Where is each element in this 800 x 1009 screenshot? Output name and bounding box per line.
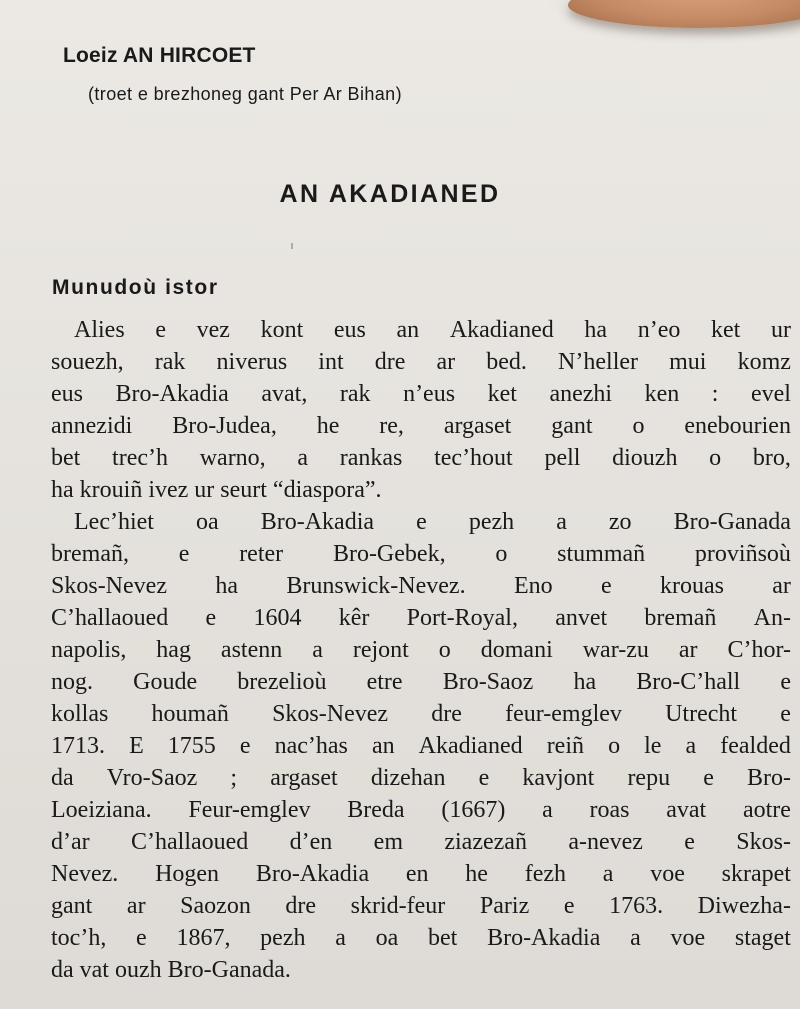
text-line: nog. Goude brezelioù etre Bro-Saoz ha Bro-C’hall e	[51, 669, 791, 695]
text-line: ha krouiñ ivez ur seurt “diaspora”.	[51, 477, 382, 503]
text-line: toc’h, e 1867, pezh a oa bet Bro-Akadia a voe staget	[51, 925, 791, 951]
text-line: souezh, rak niverus int dre ar bed. N’heller mui komz	[51, 349, 791, 375]
section-heading: Munudoù istor	[52, 276, 219, 299]
text-line: kollas houmañ Skos-Nevez dre feur-emglev Utrecht e	[51, 701, 791, 727]
text-line: 1713. E 1755 e nac’has an Akadianed reiñ o le a fealded	[51, 733, 791, 759]
text-line: bremañ, e reter Bro-Gebek, o stummañ proviñsoù	[51, 541, 791, 567]
text-line: C’hallaoued e 1604 kêr Port-Royal, anvet bremañ An-	[51, 605, 791, 631]
text-line: Skos-Nevez ha Brunswick-Nevez. Eno e krouas ar	[51, 573, 791, 599]
paragraph-2	[51, 506, 791, 986]
translator-note: (troet e brezhoneg gant Per Ar Bihan)	[88, 84, 402, 104]
text-line: Lec’hiet oa Bro-Akadia e pezh a zo Bro-Ganada	[74, 509, 791, 535]
text-line: bet trec’h warno, a rankas tec’hout pell diouzh o bro,	[51, 445, 791, 471]
text-line: Alies e vez kont eus an Akadianed ha n’eo ket ur	[74, 317, 791, 343]
text-line: Loeiziana. Feur-emglev Breda (1667) a roas avat aotre	[51, 797, 791, 823]
author-name: Loeiz AN HIRCOET	[63, 44, 256, 67]
center-mark	[291, 243, 293, 249]
text-line: napolis, hag astenn a rejont o domani war-zu ar C’hor-	[51, 637, 791, 663]
text-line: eus Bro-Akadia avat, rak n’eus ket anezhi ken : evel	[51, 381, 791, 407]
text-line: da vat ouzh Bro-Ganada.	[51, 957, 291, 983]
text-line: Nevez. Hogen Bro-Akadia en he fezh a voe skrapet	[51, 861, 791, 887]
text-line: d’ar C’hallaoued d’en em ziazezañ a-nevez e Skos-	[51, 829, 791, 855]
text-line: gant ar Saozon dre skrid-feur Pariz e 1763. Diwezha-	[51, 893, 791, 919]
body-text	[51, 314, 791, 986]
text-line: da Vro-Saoz ; argaset dizehan e kavjont repu e Bro-	[51, 765, 791, 791]
document-title: AN AKADIANED	[279, 180, 501, 208]
paragraph-1	[51, 314, 791, 506]
text-line: annezidi Bro-Judea, he re, argaset gant o enebourien	[51, 413, 791, 439]
